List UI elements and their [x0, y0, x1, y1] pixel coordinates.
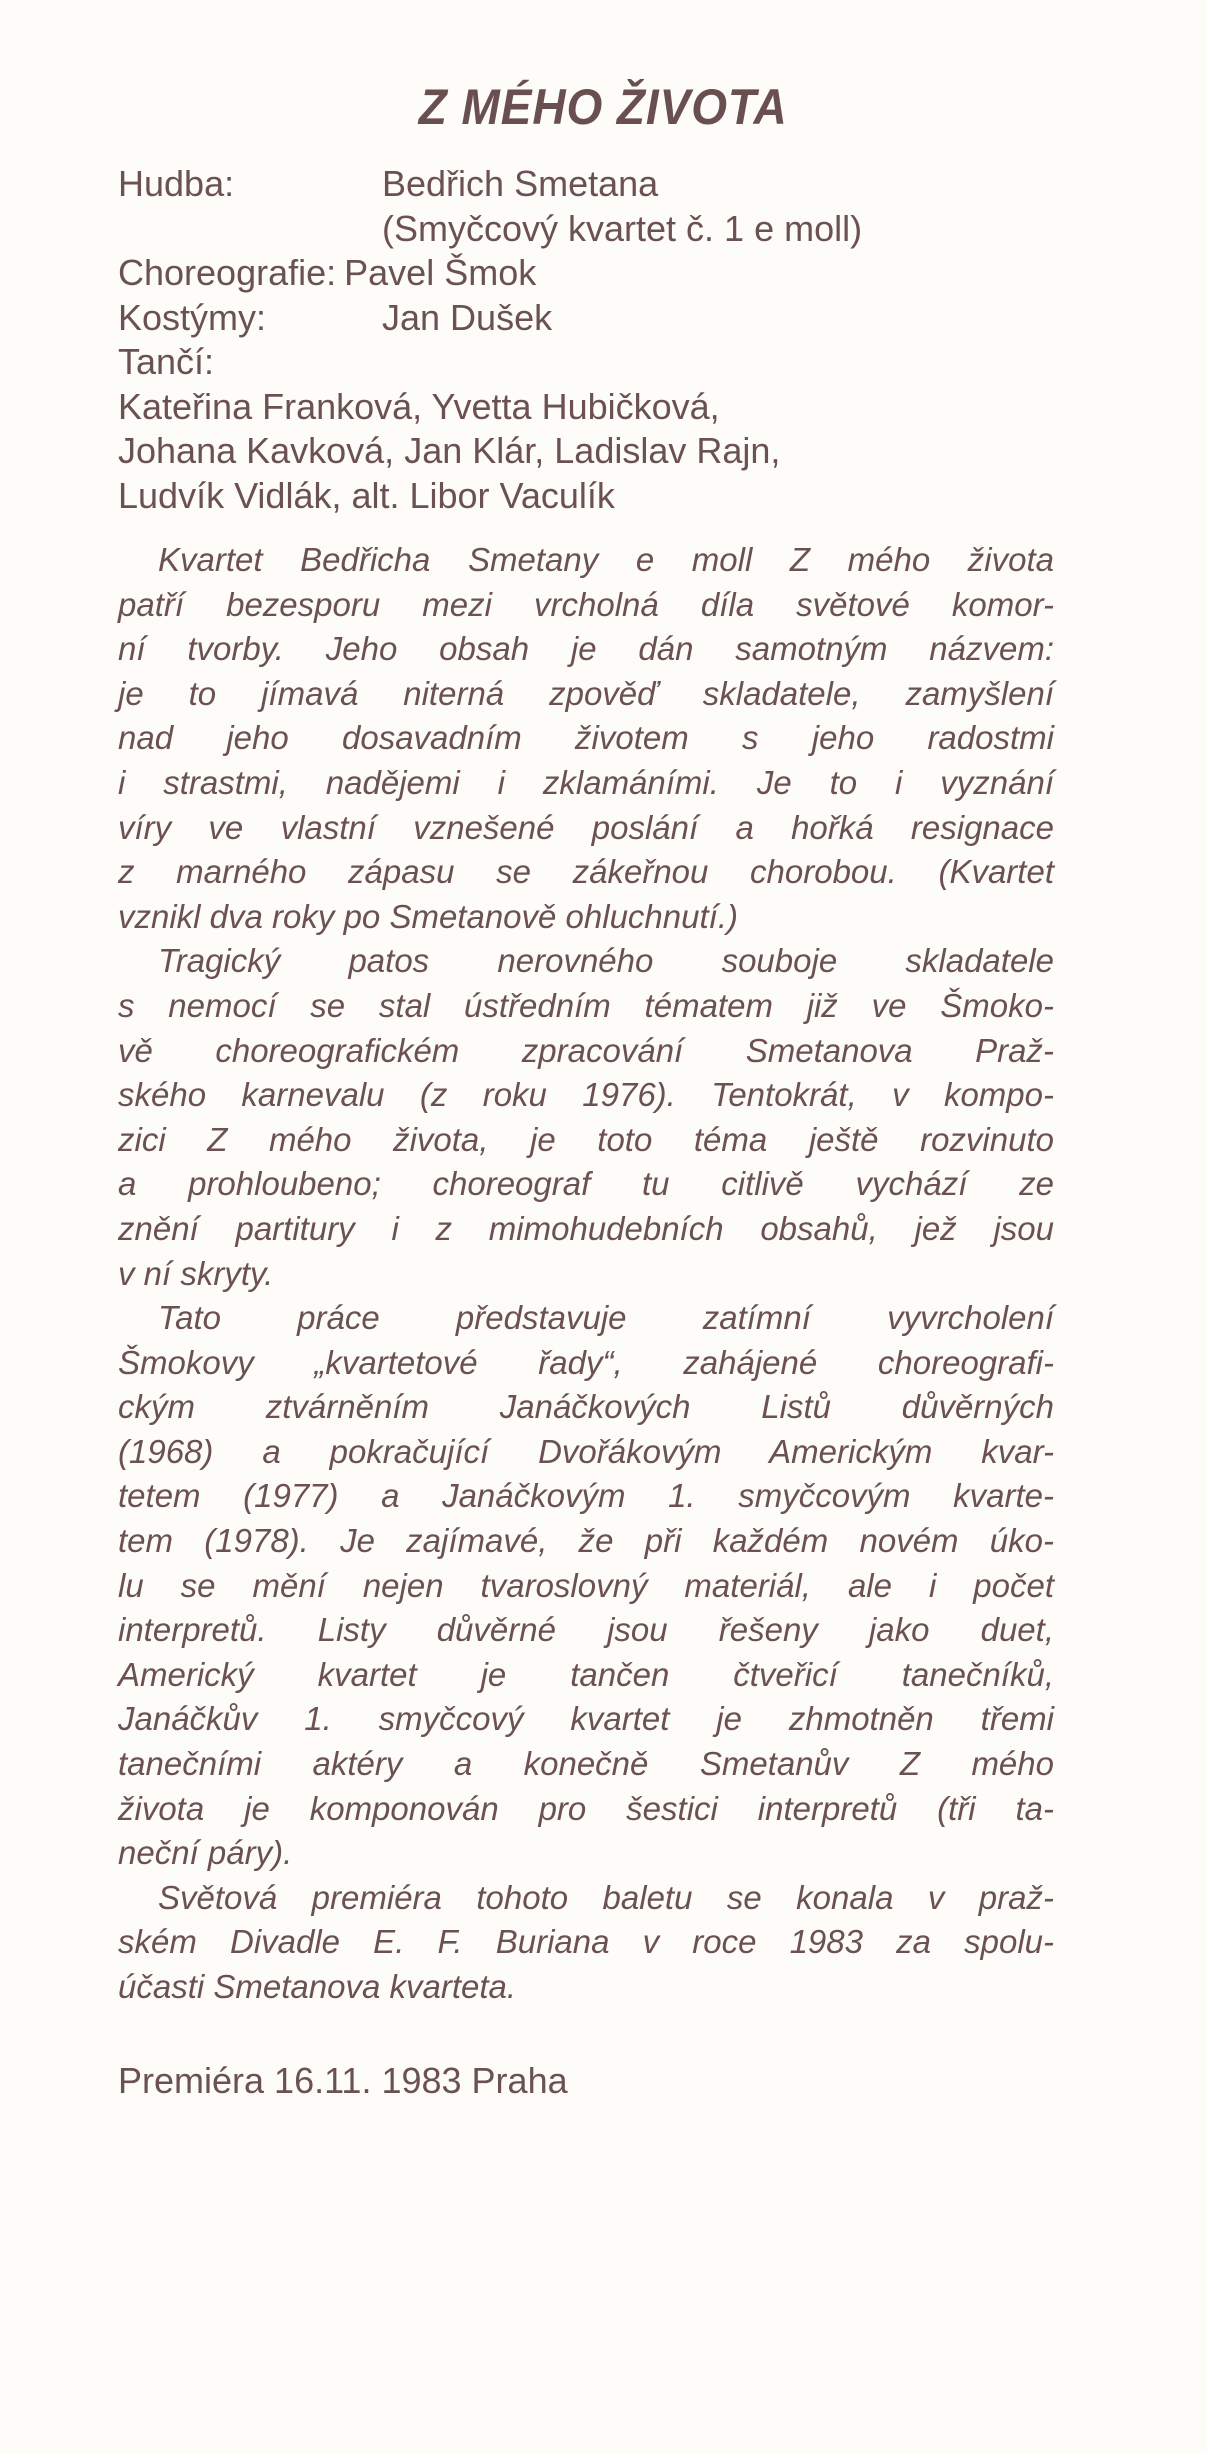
credit-label: Hudba:: [118, 163, 235, 204]
essay-paragraph: [118, 538, 1054, 939]
premiere-info: Premiéra 16.11. 1983 Praha: [118, 2060, 568, 2101]
essay-line: znění partitury i z mimohudebních obsahů, jež jsou: [118, 1209, 1054, 1247]
essay-line: Šmokovy „kvartetové řady“, zahájené choreografi-: [118, 1343, 1054, 1381]
essay-paragraph: [118, 1876, 1054, 2010]
page-title: Z MÉHO ŽIVOTA: [418, 79, 788, 135]
essay-line: ckým ztvárněním Janáčkových Listů důvěrných: [118, 1388, 1054, 1426]
essay-line: a prohloubeno; choreograf tu citlivě vychází ze: [118, 1165, 1054, 1203]
credit-music-detail: [118, 207, 862, 252]
credit-dancers: [118, 340, 862, 385]
credit-music: [118, 162, 862, 207]
essay-line: patří bezesporu mezi vrcholná díla světové komor-: [118, 585, 1054, 623]
essay-line: víry ve vlastní vznešené poslání a hořká resignace: [118, 808, 1054, 846]
essay-line: zici Z mého života, je toto téma ještě rozvinuto: [118, 1120, 1054, 1158]
essay-line: vě choreografickém zpracování Smetanova Praž-: [118, 1031, 1054, 1069]
essay-line: Kvartet Bedřicha Smetany e moll Z mého života: [158, 541, 1054, 578]
credit-label: Choreografie:: [118, 252, 337, 293]
essay-line: účasti Smetanova kvarteta.: [118, 1968, 517, 2005]
essay-line: neční páry).: [118, 1834, 293, 1872]
essay-line: lu se mění nejen tvaroslovný materiál, ale i počet: [118, 1566, 1054, 1604]
essay-line: v ní skryty.: [118, 1254, 274, 1292]
essay-line: Tato práce představuje zatímní vyvrcholení: [158, 1299, 1054, 1337]
essay-line: Tragický patos nerovného souboje skladatele: [158, 942, 1054, 980]
essay-line: Světová premiéra tohoto baletu se konala v praž-: [158, 1878, 1054, 1916]
essay-line: Americký kvartet je tančen čtveřicí tanečníků,: [118, 1655, 1054, 1693]
essay-line: vznikl dva roky po Smetanově ohluchnutí.): [118, 897, 738, 935]
credit-value: (Smyčcový kvartet č. 1 e moll): [382, 207, 863, 249]
essay-line: Janáčkův 1. smyčcový kvartet je zhmotněn třemi: [118, 1700, 1054, 1738]
essay-line: interpretů. Listy důvěrné jsou řešeny jako duet,: [118, 1611, 1054, 1649]
essay-line: života je komponován pro šestici interpretů (tři ta-: [118, 1789, 1054, 1827]
essay-text: [118, 538, 1054, 2010]
essay-line: tetem (1977) a Janáčkovým 1. smyčcovým kvarte-: [118, 1477, 1054, 1515]
essay-line: tanečními aktéry a konečně Smetanův Z mého: [118, 1745, 1054, 1783]
credits-block: [118, 162, 862, 518]
essay-line: ní tvorby. Jeho obsah je dán samotným názvem:: [118, 630, 1054, 668]
credit-value: Pavel Šmok: [344, 252, 537, 293]
credit-costumes: [118, 296, 862, 341]
credit-choreography: [118, 251, 862, 296]
essay-line: ského karnevalu (z roku 1976). Tentokrát, v kompo-: [118, 1076, 1054, 1114]
essay-paragraph: [118, 939, 1054, 1296]
dancers-line: Kateřina Franková, Yvetta Hubičková,: [118, 385, 720, 427]
essay-line: nad jeho dosavadním životem s jeho radostmi: [118, 719, 1054, 757]
essay-line: z marného zápasu se zákeřnou chorobou. (Kvartet: [118, 853, 1054, 891]
credit-value: Jan Dušek: [382, 296, 553, 338]
essay-line: i strastmi, nadějemi i zklamáními. Je to i vyznání: [118, 763, 1054, 801]
essay-line: tem (1978). Je zajímavé, že při každém novém úko-: [118, 1522, 1054, 1560]
essay-paragraph: [118, 1296, 1054, 1876]
essay-line: ském Divadle E. F. Buriana v roce 1983 za spolu-: [118, 1923, 1054, 1961]
credit-label: Kostýmy:: [118, 296, 267, 338]
essay-line: s nemocí se stal ústředním tématem již ve Šmoko-: [118, 986, 1054, 1024]
essay-line: (1968) a pokračující Dvořákovým Americkým kvar-: [118, 1432, 1054, 1470]
essay-line: je to jímavá niterná zpověď skladatele, zamyšlení: [118, 674, 1054, 712]
credit-label: Tančí:: [118, 341, 215, 382]
dancers-line: Johana Kavková, Jan Klár, Ladislav Rajn,: [118, 430, 781, 471]
credit-value: Bedřich Smetana: [382, 163, 659, 204]
dancers-line: Ludvík Vidlák, alt. Libor Vaculík: [118, 474, 615, 516]
